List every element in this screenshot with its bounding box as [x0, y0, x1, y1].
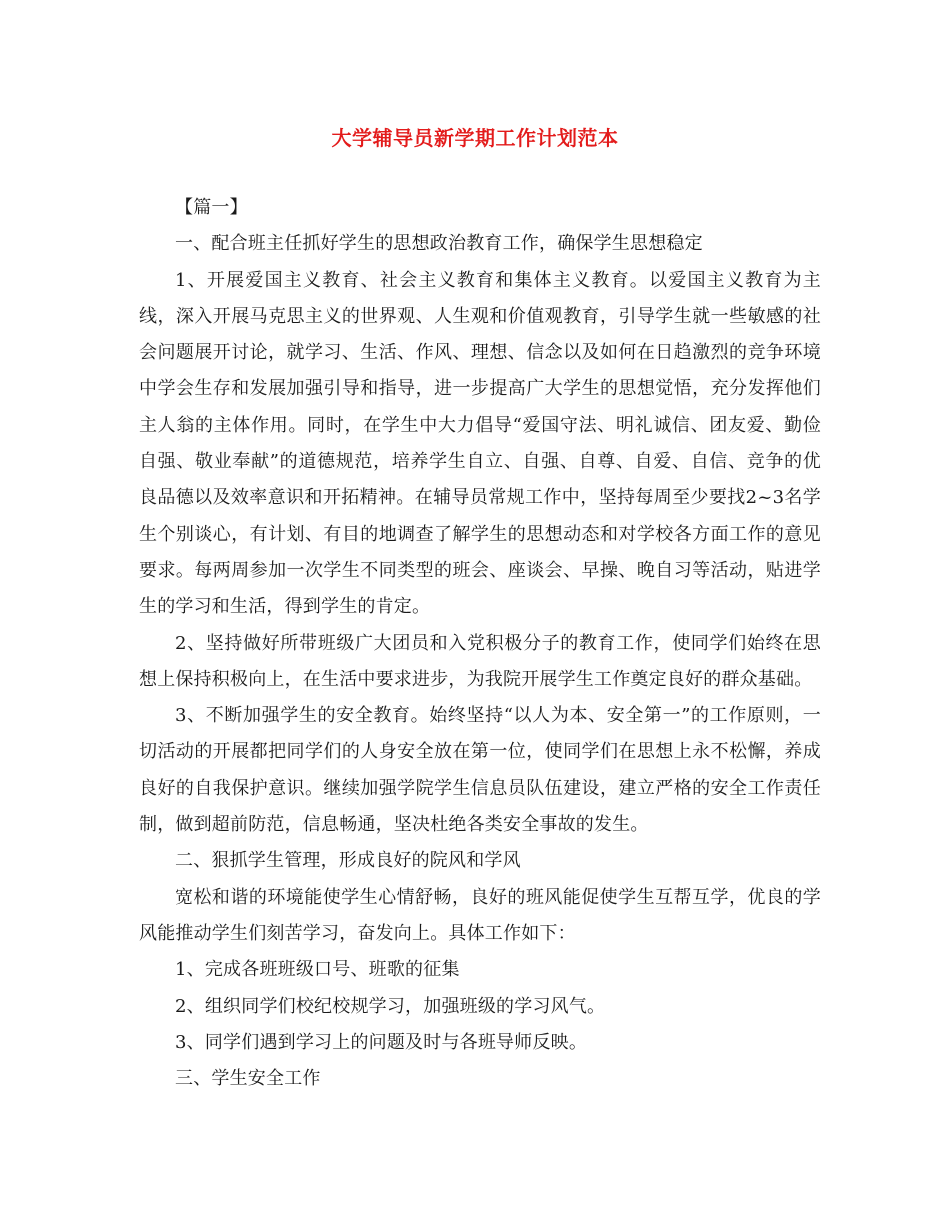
heading-3: 三、学生安全工作 [175, 1068, 321, 1090]
list-item-2-2: 2、组织同学们校纪校规学习，加强班级的学习风气。 [175, 995, 606, 1017]
document-body [139, 190, 821, 1097]
list-item-2-1: 1、完成各班班级口号、班歌的征集 [175, 959, 460, 981]
list-item-2-3: 3、同学们遇到学习上的问题及时与各班导师反映。 [175, 1031, 588, 1053]
paragraph-1-1: 1、开展爱国主义教育、社会主义教育和集体主义教育。以爱国主义教育为主线，深入开展马克思主义的世界观、人生观和价值观教育，引导学生就一些敏感的社会问题展开讨论，就学习、生活、作风、理想、信念以及如何在日趋激烈的竞争环境中学会生存和发展加强引导和指导，进一步提高广大学生的思想觉悟，充分发挥他们主人翁的主体作用。同时，在学生中大力倡导“爱国守法、明礼诚信、团友爱、勤俭自强、敬业奉献”的道德规范，培养学生自立、自强、自尊、自爱、自信、竞争的优良品德以及效率意识和开拓精神。在辅导员常规工作中，坚持每周至少要找2~3名学生个别谈心，有计划、有目的地调查了解学生的思想动态和对学校各方面工作的意见要求。每两周参加一次学生不同类型的班会、座谈会、早操、晚自习等活动，贴进学生的学习和生活，得到学生的肯定。 [139, 269, 821, 618]
document-title: 大学辅导员新学期工作计划范本 [331, 126, 619, 150]
heading-1: 一、配合班主任抓好学生的思想政治教育工作，确保学生思想稳定 [175, 233, 703, 255]
paragraph-1-3: 3、不断加强学生的安全教育。始终坚持“以人为本、安全第一”的工作原则，一切活动的开展都把同学们的人身安全放在第一位，使同学们在思想上永不松懈，养成良好的自我保护意识。继续加强学院学生信息员队伍建设，建立严格的安全工作责任制，做到超前防范，信息畅通，坚决杜绝各类安全事故的发生。 [139, 705, 821, 836]
section-tag: 【篇一】 [175, 197, 248, 218]
heading-2: 二、狠抓学生管理，形成良好的院风和学风 [175, 850, 521, 872]
paragraph-2-intro: 宽松和谐的环境能使学生心情舒畅，良好的班风能促使学生互帮互学，优良的学风能推动学生们刻苦学习，奋发向上。具体工作如下： [139, 886, 821, 944]
paragraph-1-2: 2、坚持做好所带班级广大团员和入党积极分子的教育工作，使同学们始终在思想上保持积极向上，在生活中要求进步，为我院开展学生工作奠定良好的群众基础。 [139, 632, 821, 690]
